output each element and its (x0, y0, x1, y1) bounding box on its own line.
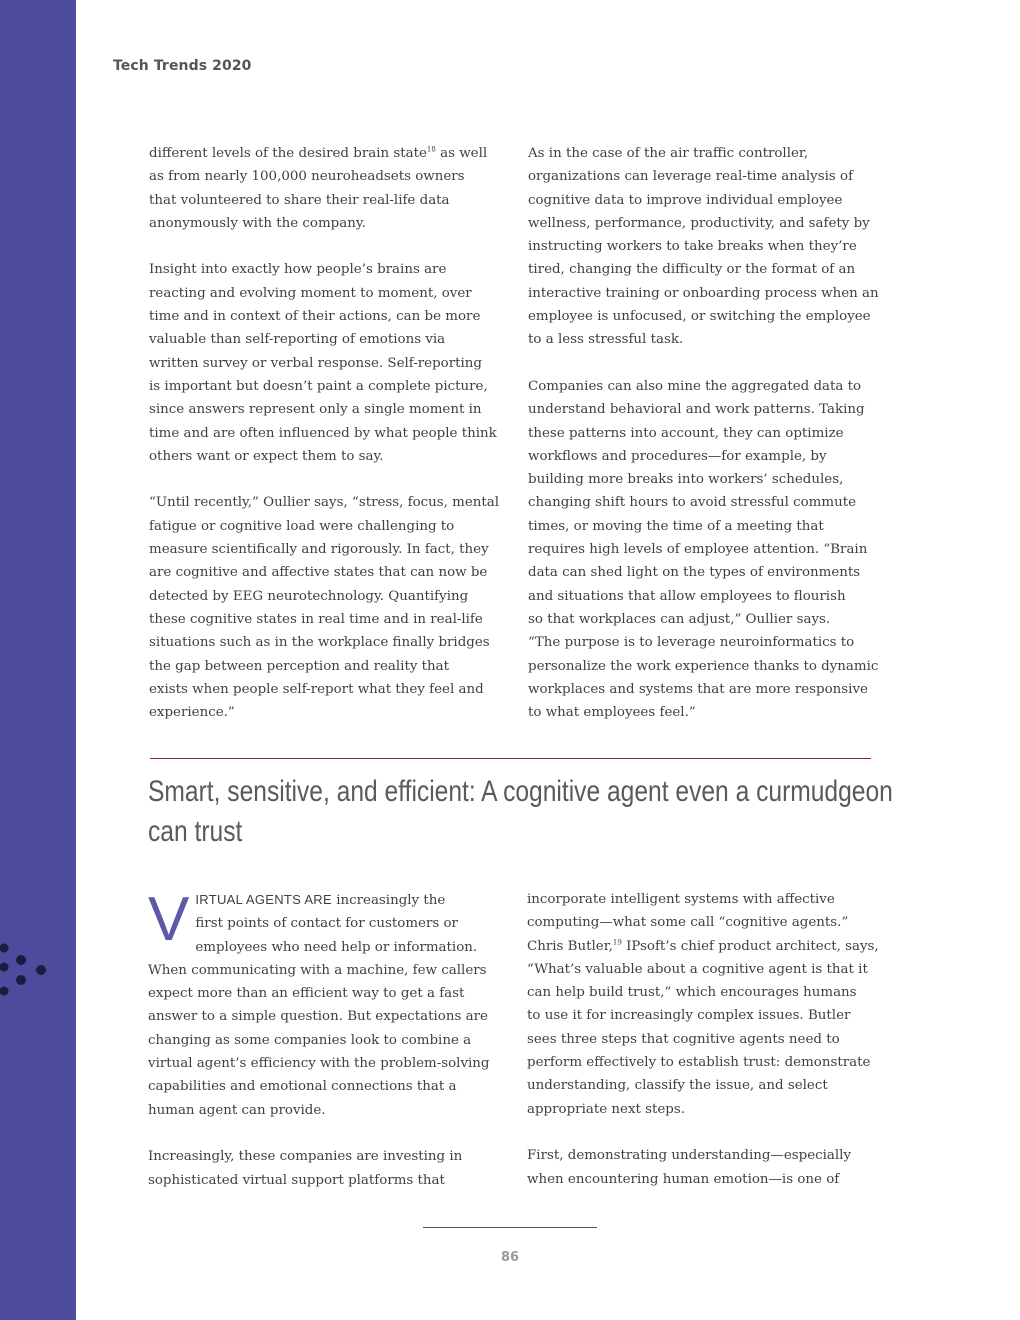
text-line: changing as some companies look to combine a (148, 1032, 472, 1048)
text-line: building more breaks into workers’ schedules, (528, 472, 844, 488)
text-line: these patterns into account, they can optimize (528, 425, 844, 441)
text-line: and situations that allow employees to flourish (528, 588, 846, 604)
text-line: IRTUAL AGENTS ARE increasingly the (195, 892, 446, 908)
section-divider (150, 758, 871, 759)
text-line: Chris Butler,$^{19}$ IPsoft’s chief product architect, says, (527, 938, 879, 954)
text-line: workplaces and systems that are more responsive (528, 681, 868, 697)
paragraph (148, 1145, 493, 1192)
text-line: appropriate next steps. (527, 1101, 686, 1117)
text-line: wellness, performance, productivity, and safety by (528, 215, 870, 231)
text-line: data can shed light on the types of environments (528, 565, 861, 581)
paragraph (148, 885, 493, 1122)
text-line: “The purpose is to leverage neuroinformatics to (528, 635, 855, 651)
heading-line: can trust (148, 815, 243, 848)
running-title: Tech Trends 2020 (113, 58, 252, 74)
sidebar-band (0, 0, 76, 1320)
text-line: sees three steps that cognitive agents need to (527, 1031, 840, 1047)
text-line: human agent can provide. (148, 1102, 326, 1118)
text-line: employee is unfocused, or switching the employee (528, 309, 871, 325)
text-line: expect more than an efficient way to get a fast (148, 986, 465, 1002)
paragraph (149, 258, 497, 468)
paragraph (149, 142, 494, 235)
text-line: requires high levels of employee attention. “Brain (528, 542, 868, 558)
text-line: organizations can leverage real-time analysis of (528, 169, 854, 185)
text-line: so that workplaces can adjust,” Oullier says. (528, 611, 831, 627)
text-line: time and in context of their actions, can be more (149, 309, 481, 325)
text-line: anonymously with the company. (149, 215, 366, 231)
text-line: as from nearly 100,000 neuroheadsets owners (149, 169, 465, 185)
text-line: employees who need help or information. (195, 939, 478, 955)
text-line: instructing workers to take breaks when they’re (528, 239, 857, 255)
paragraph (527, 1144, 872, 1191)
column-top-right (528, 142, 879, 748)
text-line: changing shift hours to avoid stressful commute (528, 495, 856, 511)
text-line: exists when people self-report what they feel and (149, 681, 484, 697)
text-line: time and are often influenced by what people think (149, 425, 497, 441)
text-line: interactive training or onboarding process when an (528, 285, 879, 301)
text-line: workflows and procedures—for example, by (528, 448, 827, 464)
text-line: to use it for increasingly complex issues. Butler (527, 1008, 851, 1024)
column-top-left (149, 142, 500, 748)
text-line: Companies can also mine the aggregated data to (528, 378, 862, 394)
text-line: detected by EEG neurotechnology. Quantifying (149, 588, 469, 604)
text-line: measure scientifically and rigorously. In fact, they (149, 542, 489, 558)
text-line: since answers represent only a single moment in (149, 402, 482, 418)
footer-rule (423, 1227, 597, 1228)
column-bottom-left (148, 885, 493, 1215)
text-line: virtual agent’s efficiency with the problem-solving (148, 1056, 490, 1072)
text-line: written survey or verbal response. Self-reporting (149, 355, 482, 371)
text-line: cognitive data to improve individual employee (528, 192, 843, 208)
text-line: can help build trust,” which encourages humans (527, 985, 857, 1001)
text-line: experience.” (149, 705, 235, 721)
text-line: reacting and evolving moment to moment, over (149, 285, 472, 301)
text-line: to what employees feel.” (528, 705, 696, 721)
text-line: “What’s valuable about a cognitive agent is that it (527, 961, 868, 977)
page-number: 86 (500, 1250, 520, 1265)
text-line: situations such as in the workplace finally bridges (149, 635, 490, 651)
column-bottom-right (527, 888, 879, 1214)
text-line: Increasingly, these companies are investing in (148, 1149, 463, 1165)
text-line: valuable than self-reporting of emotions via (149, 332, 446, 348)
footnote-ref[interactable]: 18 (426, 145, 436, 154)
text-line: times, or moving the time of a meeting that (528, 518, 824, 534)
text-line: tired, changing the difficulty or the format of an (528, 262, 856, 278)
text-line: sophisticated virtual support platforms that (148, 1172, 445, 1188)
text-line: understanding, classify the issue, and select (527, 1078, 828, 1094)
text-line: is important but doesn’t paint a complete picture, (149, 378, 488, 394)
text-line: incorporate intelligent systems with affective (527, 892, 835, 907)
lead-in-caps: IRTUAL AGENTS ARE (195, 892, 332, 907)
text-line: perform effectively to establish trust: demonstrate (527, 1055, 871, 1071)
text-line: computing—what some call “cognitive agents.” (527, 915, 849, 931)
text-line: answer to a simple question. But expectations are (148, 1009, 488, 1025)
decorative-dots-icon (0, 940, 60, 1000)
text-line: when encountering human emotion—is one of (527, 1171, 840, 1187)
text-line: to a less stressful task. (528, 332, 684, 348)
text-line: others want or expect them to say. (149, 448, 384, 464)
text-line: first points of contact for customers or (195, 916, 458, 932)
footnote-ref[interactable]: 19 (612, 938, 622, 947)
drop-cap: V (148, 885, 190, 954)
text-line: First, demonstrating understanding—especially (527, 1148, 852, 1164)
paragraph (528, 142, 879, 352)
text-line: “Until recently,” Oullier says, “stress, focus, mental (149, 495, 500, 511)
heading-line: Smart, sensitive, and efficient: A cognitive agent even a curmudgeon (148, 775, 893, 808)
text-line: Insight into exactly how people’s brains are (149, 262, 447, 278)
text-line: these cognitive states in real time and in real-life (149, 611, 483, 627)
text-line: fatigue or cognitive load were challenging to (149, 518, 455, 534)
text-line: capabilities and emotional connections that a (148, 1079, 457, 1095)
text-line: the gap between perception and reality that (149, 658, 450, 674)
paragraph (149, 491, 500, 724)
paragraph (527, 888, 879, 1121)
text-line: that volunteered to share their real-life data (149, 192, 450, 208)
text-line: personalize the work experience thanks to dynamic (528, 658, 879, 674)
text-line: When communicating with a machine, few callers (148, 962, 487, 978)
text-line: understand behavioral and work patterns. Taking (528, 402, 865, 418)
text-line: different levels of the desired brain state$^{18}$ as well (149, 145, 488, 161)
paragraph (528, 375, 879, 724)
text-line: As in the case of the air traffic controller, (528, 146, 809, 161)
text-line: are cognitive and affective states that can now be (149, 565, 488, 581)
section-heading (148, 772, 893, 852)
